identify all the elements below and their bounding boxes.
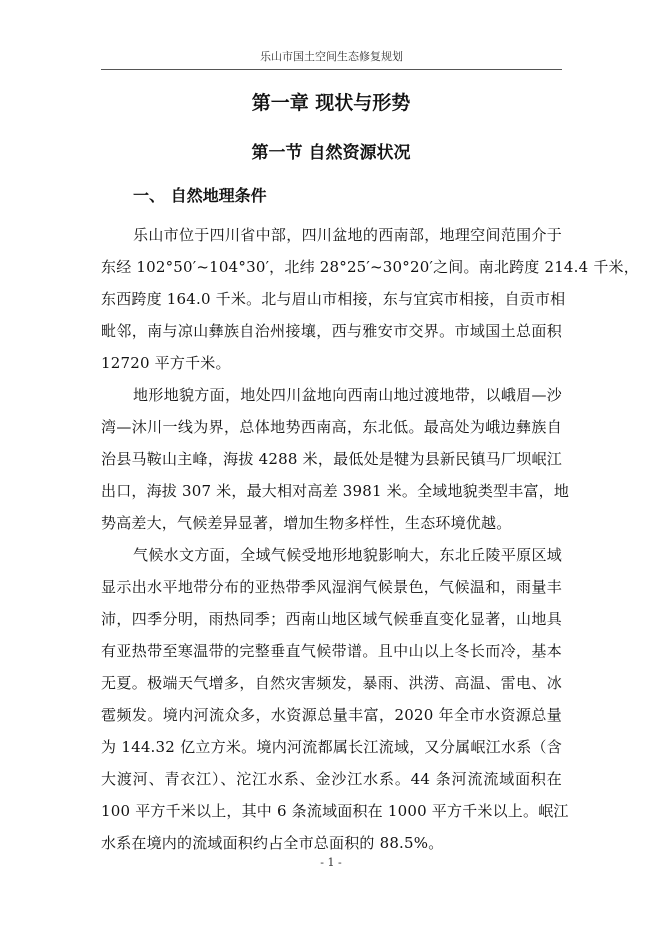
paragraph-line: 显示出水平地带分布的亚热带季风湿润气候景色，气候温和，雨量丰 bbox=[101, 578, 562, 596]
paragraph bbox=[101, 383, 570, 543]
paragraph-line: 东经 102°50′~104°30′，北纬 28°25′~30°20′之间。南北跨度 214.4 千米， bbox=[101, 258, 639, 276]
paragraph-line: 乐山市位于四川省中部，四川盆地的西南部，地理空间范围介于 bbox=[133, 226, 562, 244]
paragraph bbox=[101, 543, 569, 863]
paragraph-line: 有亚热带至寒温带的完整垂直气候带谱。且中山以上冬长而冷，基本 bbox=[101, 642, 562, 660]
page-number: - 1 - bbox=[320, 856, 342, 869]
paragraph-line: 湾—沐川一线为界，总体地势西南高，东北低。最高处为峨边彝族自 bbox=[101, 418, 562, 436]
paragraph-line: 出口，海拔 307 米，最大相对高差 3981 米。全域地貌类型丰富，地 bbox=[101, 482, 570, 500]
paragraph-line: 势高差大，气候差异显著，增加生物多样性，生态环境优越。 bbox=[101, 514, 512, 532]
body-text bbox=[101, 223, 639, 863]
paragraph-line: 治县马鞍山主峰，海拔 4288 米，最低处是犍为县新民镇马厂坝岷江 bbox=[101, 450, 562, 468]
paragraph-line: 100 平方千米以上，其中 6 条流域面积在 1000 平方千米以上。岷江 bbox=[101, 802, 569, 820]
paragraph-line: 东西跨度 164.0 千米。北与眉山市相接，东与宜宾市相接，自贡市相 bbox=[101, 290, 566, 308]
chapter-title: 第一章 现状与形势 bbox=[251, 92, 411, 114]
paragraph-line: 沛，四季分明，雨热同季；西南山地区域气候垂直变化显著，山地具 bbox=[101, 610, 562, 628]
subheading: 一、 自然地理条件 bbox=[133, 186, 267, 205]
section-title: 第一节 自然资源状况 bbox=[251, 143, 411, 163]
paragraph-line: 12720 平方千米。 bbox=[101, 354, 231, 372]
paragraph bbox=[101, 223, 639, 383]
paragraph-line: 无夏。极端天气增多，自然灾害频发，暴雨、洪涝、高温、雷电、冰 bbox=[101, 674, 562, 692]
paragraph-line: 毗邻，南与凉山彝族自治州接壤，西与雅安市交界。市域国土总面积 bbox=[101, 322, 562, 340]
paragraph-line: 为 144.32 亿立方米。境内河流都属长江流域，又分属岷江水系（含 bbox=[101, 738, 562, 756]
paragraph-line: 气候水文方面，全域气候受地形地貌影响大，东北丘陵平原区域 bbox=[133, 546, 562, 564]
paragraph-line: 雹频发。境内河流众多，水资源总量丰富，2020 年全市水资源总量 bbox=[101, 706, 562, 724]
running-header: 乐山市国土空间生态修复规划 bbox=[101, 48, 562, 70]
paragraph-line: 大渡河、青衣江）、沱江水系、金沙江水系。44 条河流流域面积在 bbox=[101, 770, 562, 788]
paragraph-line: 地形地貌方面，地处四川盆地向西南山地过渡地带，以峨眉—沙 bbox=[133, 386, 562, 404]
paragraph-line: 水系在境内的流域面积约占全市总面积的 88.5%。 bbox=[101, 834, 444, 852]
